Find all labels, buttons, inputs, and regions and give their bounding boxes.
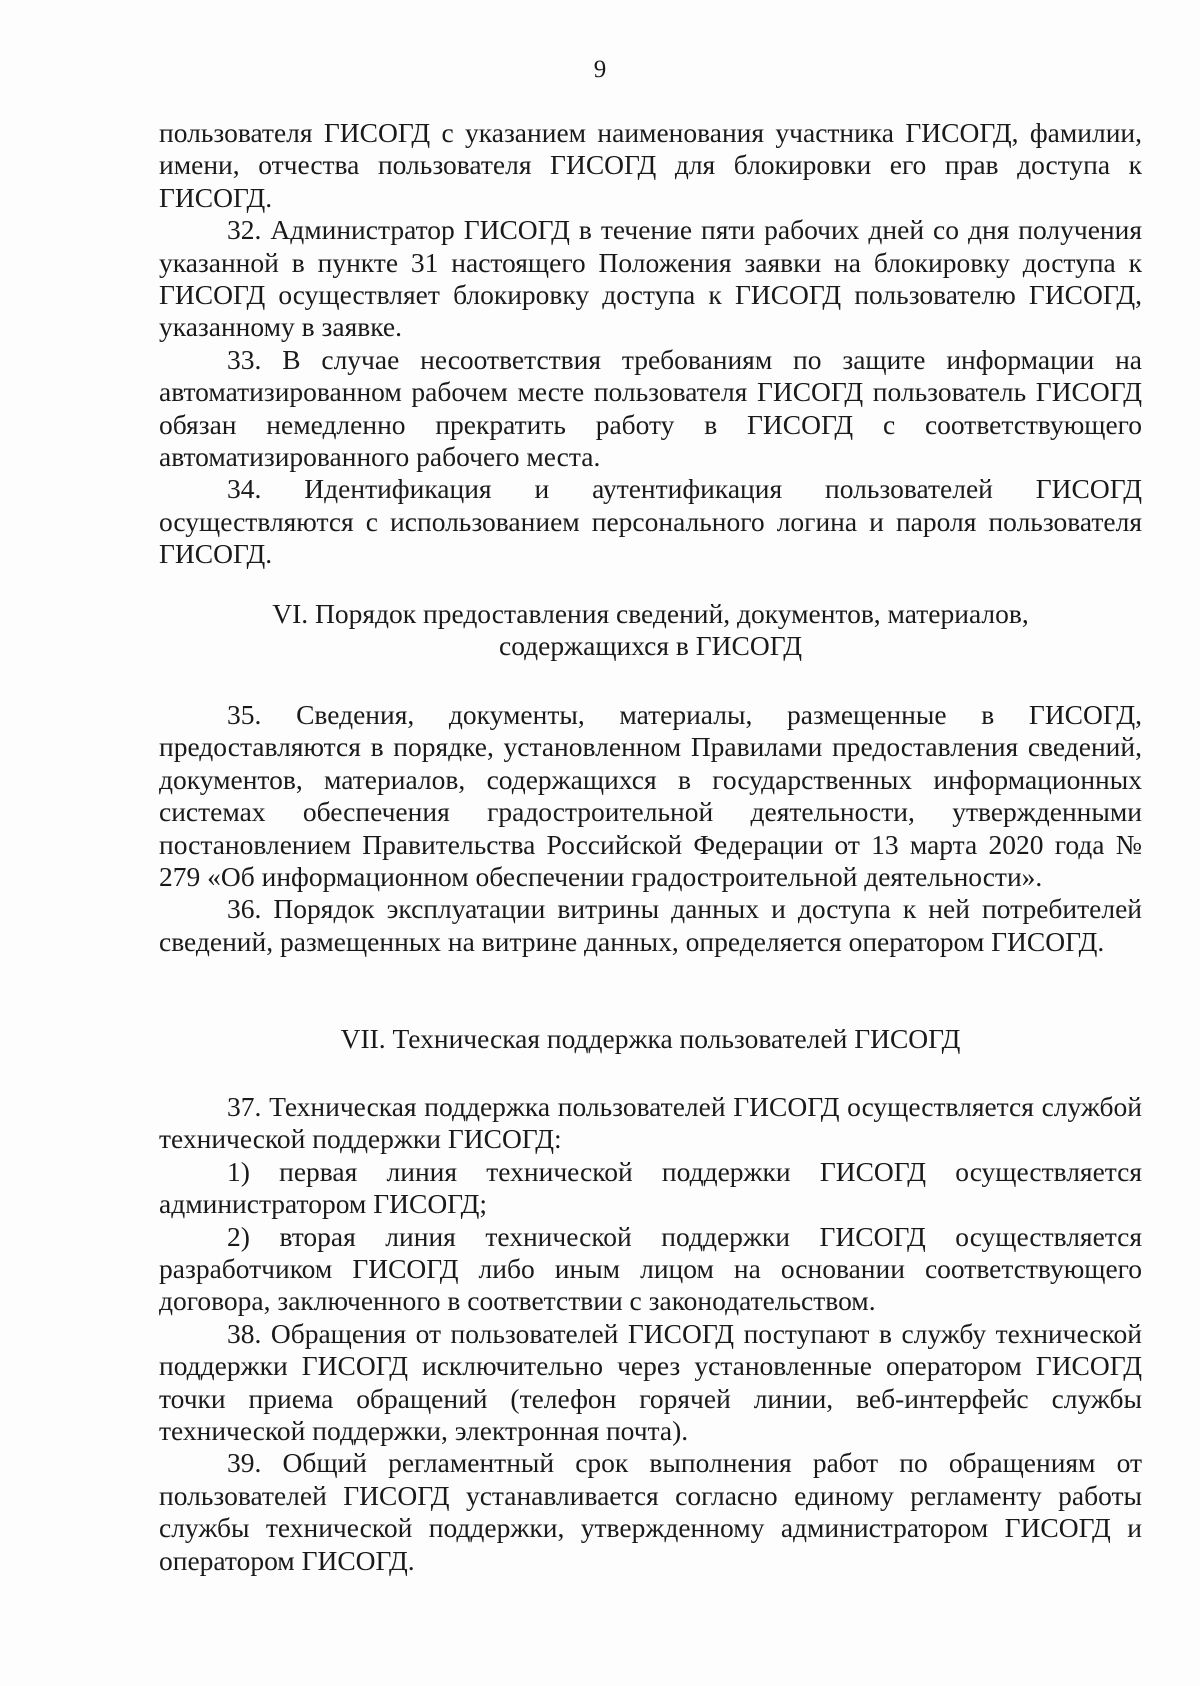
paragraph-34: 34. Идентификация и аутентификация пользователей ГИСОГД осуществляются с использованием персонального логина и пароля пользователя ГИСОГД. [159,473,1142,570]
section-vii-heading: VII. Техническая поддержка пользователей ГИСОГД [340,1023,961,1054]
section-vi-body [159,699,1142,958]
paragraph-37: 37. Техническая поддержка пользователей ГИСОГД осуществляется службой технической поддержки ГИСОГД: [159,1091,1142,1155]
section-v-continued [159,117,1142,571]
section-vii-heading-block [159,1023,1142,1055]
paragraph-37-item-1: 1) первая линия технической поддержки ГИСОГД осуществляется администратором ГИСОГД; [159,1155,1142,1220]
paragraph-36: 36. Порядок эксплуатации витрины данных и доступа к ней потребителей сведений, размещенных на витрине данных, определяется оператором ГИСОГД. [159,893,1142,957]
paragraph-38: 38. Обращения от пользователей ГИСОГД поступают в службу технической поддержки ГИСОГД исключительно через установленные оператором ГИСОГД точки приема обращений (телефон горячей линии, веб-интерфейс службы технической поддержки, электронная почта). [159,1317,1142,1447]
paragraph-31-continued: пользователя ГИСОГД с указанием наименования участника ГИСОГД, фамилии, имени, отчества пользователя ГИСОГД для блокировки его прав доступа к ГИСОГД. [159,117,1142,213]
paragraph-33: 33. В случае несоответствия требованиям по защите информации на автоматизированном рабочем месте пользователя ГИСОГД пользователь ГИСОГД обязан немедленно прекратить работу в ГИСОГД с соответствующего автоматизированного рабочего места. [159,343,1142,473]
paragraph-35: 35. Сведения, документы, материалы, размещенные в ГИСОГД, предоставляются в порядке, установленном Правилами предоставления сведений, документов, материалов, содержащихся в государственных информационных системах обеспечения градостроительной деятельности, утвержденными постановлением Правительства Российской Федерации от 13 марта 2020 года № 279 «Об информационном обеспечении градостроительной деятельности». [159,699,1142,893]
paragraph-37-item-2: 2) вторая линия технической поддержки ГИСОГД осуществляется разработчиком ГИСОГД либо иным лицом на основании соответствующего договора, заключенного в соответствии с законодательством. [159,1220,1142,1317]
paragraph-32: 32. Администратор ГИСОГД в течение пяти рабочих дней со дня получения указанной в пункте 31 настоящего Положения заявки на блокировку доступа к ГИСОГД осуществляет блокировку доступа к ГИСОГД пользователю ГИСОГД, указанному в заявке. [159,214,1142,343]
section-vi-heading-line-2: содержащихся в ГИСОГД [499,630,802,662]
section-vi-heading [159,598,1142,663]
section-vi-heading-line-1: VI. Порядок предоставления сведений, документов, материалов, [272,598,1029,629]
paragraph-39: 39. Общий регламентный срок выполнения работ по обращениям от пользователей ГИСОГД устанавливается согласно единому регламенту работы службы технической поддержки, утвержденному администратором ГИСОГД и оператором ГИСОГД. [159,1447,1142,1576]
page-number: 9 [593,56,607,83]
section-vii-body [159,1091,1142,1577]
